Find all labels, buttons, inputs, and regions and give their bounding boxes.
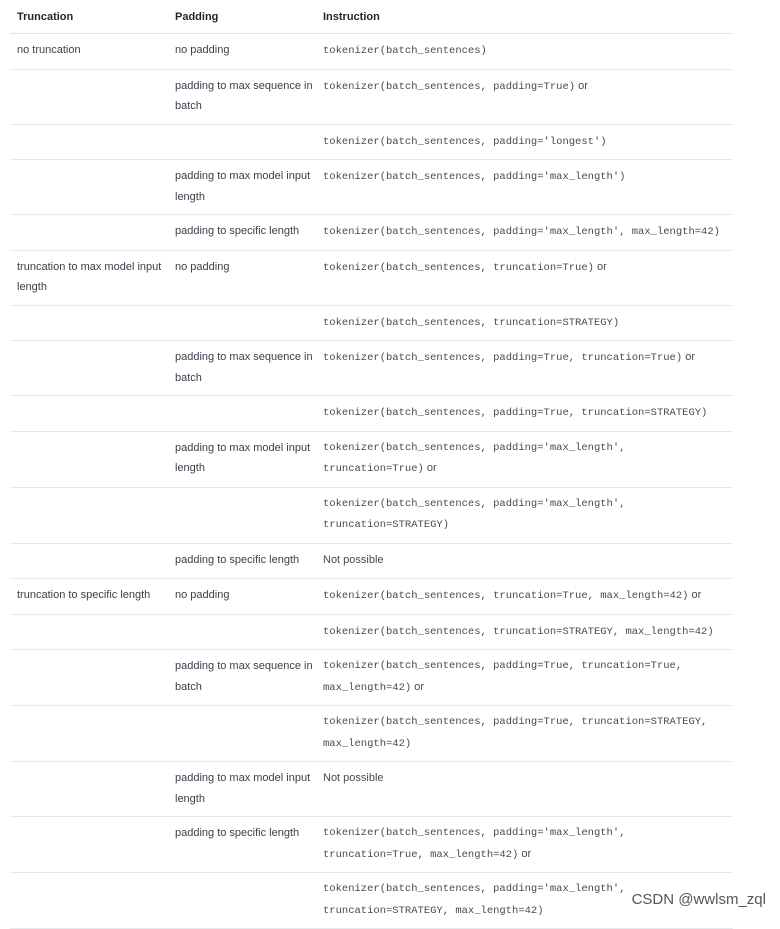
table-row [10, 873, 733, 929]
instruction-code: tokenizer(batch_sentences, truncation=True, max_length=42) [323, 590, 689, 602]
table-row [10, 215, 733, 251]
table-header [10, 0, 733, 34]
table-row [10, 431, 733, 487]
truncation-cell [10, 396, 168, 432]
instruction-cell [316, 34, 733, 70]
instruction-suffix: or [518, 847, 532, 860]
truncation-cell [10, 215, 168, 251]
truncation-cell [10, 305, 168, 341]
padding-cell: padding to max model input length [168, 431, 316, 487]
instruction-code: tokenizer(batch_sentences, padding='max_length', truncation=True) [323, 441, 626, 475]
truncation-cell: truncation to specific length [10, 579, 168, 615]
table-row [10, 250, 733, 305]
table-row [10, 817, 733, 873]
table-row [10, 305, 733, 341]
table-row [10, 487, 733, 543]
padding-cell [168, 873, 316, 929]
truncation-cell [10, 543, 168, 579]
instruction-cell [316, 431, 733, 487]
truncation-cell [10, 341, 168, 396]
truncation-cell [10, 431, 168, 487]
padding-cell: no padding [168, 34, 316, 70]
instruction-cell [316, 487, 733, 543]
instruction-cell [316, 650, 733, 706]
instruction-cell [316, 250, 733, 305]
watermark: CSDN @wwlsm_zql [631, 891, 766, 908]
truncation-cell [10, 487, 168, 543]
truncation-cell [10, 817, 168, 873]
instruction-cell [316, 817, 733, 873]
instruction-code: tokenizer(batch_sentences, truncation=STRATEGY, max_length=42) [323, 625, 714, 638]
table-row [10, 341, 733, 396]
table-row [10, 762, 733, 817]
padding-cell [168, 706, 316, 762]
truncation-cell [10, 650, 168, 706]
instruction-code: tokenizer(batch_sentences, padding='max_length') [323, 171, 626, 183]
padding-cell [168, 305, 316, 341]
padding-cell: no padding [168, 250, 316, 305]
table-row [10, 69, 733, 124]
table-row [10, 543, 733, 579]
instruction-code: tokenizer(batch_sentences, padding='max_length', truncation=STRATEGY, max_length=42) [323, 883, 626, 917]
instruction-suffix: Not possible [323, 553, 384, 566]
instruction-code: tokenizer(batch_sentences, padding='max_length', truncation=True, max_length=42) [323, 827, 626, 861]
instruction-suffix: or [682, 351, 696, 363]
instruction-code: tokenizer(batch_sentences, padding=True) [323, 80, 576, 93]
truncation-cell [10, 706, 168, 762]
table-row [10, 650, 733, 706]
truncation-cell: no truncation [10, 34, 168, 70]
padding-cell [168, 487, 316, 543]
instruction-cell [316, 614, 733, 650]
padding-cell [168, 614, 316, 650]
instruction-suffix: or [411, 680, 425, 693]
instruction-code: tokenizer(batch_sentences, truncation=STRATEGY) [323, 316, 620, 329]
padding-cell: padding to max model input length [168, 160, 316, 215]
header-row [10, 0, 733, 34]
instruction-code: tokenizer(batch_sentences, padding=True, truncation=True) [323, 352, 683, 364]
instruction-code: tokenizer(batch_sentences, padding='max_length', max_length=42) [323, 226, 720, 238]
truncation-cell [10, 614, 168, 650]
header-instruction: Instruction [316, 0, 733, 34]
padding-cell: padding to max sequence in batch [168, 69, 316, 124]
instruction-suffix: or [593, 260, 607, 273]
padding-cell: padding to max sequence in batch [168, 650, 316, 706]
instruction-cell [316, 124, 733, 160]
instruction-suffix: or [423, 462, 437, 474]
instruction-cell [316, 341, 733, 396]
table-row [10, 579, 733, 615]
truncation-cell [10, 69, 168, 124]
truncation-cell: truncation to max model input length [10, 250, 168, 305]
truncation-cell [10, 762, 168, 817]
instruction-cell [316, 160, 733, 215]
table-body [10, 34, 733, 929]
instruction-suffix: or [575, 79, 588, 92]
instruction-cell [316, 762, 733, 817]
truncation-cell [10, 124, 168, 160]
padding-cell: padding to max model input length [168, 762, 316, 817]
table-row [10, 396, 733, 432]
instruction-suffix: Not possible [323, 772, 384, 784]
instruction-cell [316, 706, 733, 762]
instruction-cell [316, 579, 733, 615]
tokenizer-options-table [10, 0, 733, 929]
instruction-cell [316, 396, 733, 432]
table-row [10, 34, 733, 70]
instruction-code: tokenizer(batch_sentences, padding=True, truncation=STRATEGY) [323, 407, 708, 419]
instruction-suffix: or [688, 589, 702, 601]
header-padding: Padding [168, 0, 316, 34]
truncation-cell [10, 160, 168, 215]
table-row [10, 160, 733, 215]
padding-cell: padding to specific length [168, 215, 316, 251]
instruction-cell [316, 215, 733, 251]
instruction-code: tokenizer(batch_sentences, truncation=True) [323, 261, 594, 274]
table-row [10, 614, 733, 650]
header-truncation: Truncation [10, 0, 168, 34]
table-row [10, 124, 733, 160]
instruction-code: tokenizer(batch_sentences, padding='max_length', truncation=STRATEGY) [323, 497, 626, 531]
instruction-code: tokenizer(batch_sentences, padding='longest') [323, 135, 607, 148]
instruction-code: tokenizer(batch_sentences, padding=True, truncation=True, max_length=42) [323, 660, 683, 694]
truncation-cell [10, 873, 168, 929]
instruction-cell [316, 543, 733, 579]
instruction-code: tokenizer(batch_sentences, padding=True, truncation=STRATEGY, max_length=42) [323, 716, 708, 750]
instruction-cell [316, 305, 733, 341]
table-row [10, 706, 733, 762]
padding-cell: padding to specific length [168, 543, 316, 579]
instruction-cell [316, 69, 733, 124]
padding-cell [168, 124, 316, 160]
padding-cell: padding to specific length [168, 817, 316, 873]
instruction-code: tokenizer(batch_sentences) [323, 45, 487, 57]
padding-cell: padding to max sequence in batch [168, 341, 316, 396]
padding-cell: no padding [168, 579, 316, 615]
padding-cell [168, 396, 316, 432]
